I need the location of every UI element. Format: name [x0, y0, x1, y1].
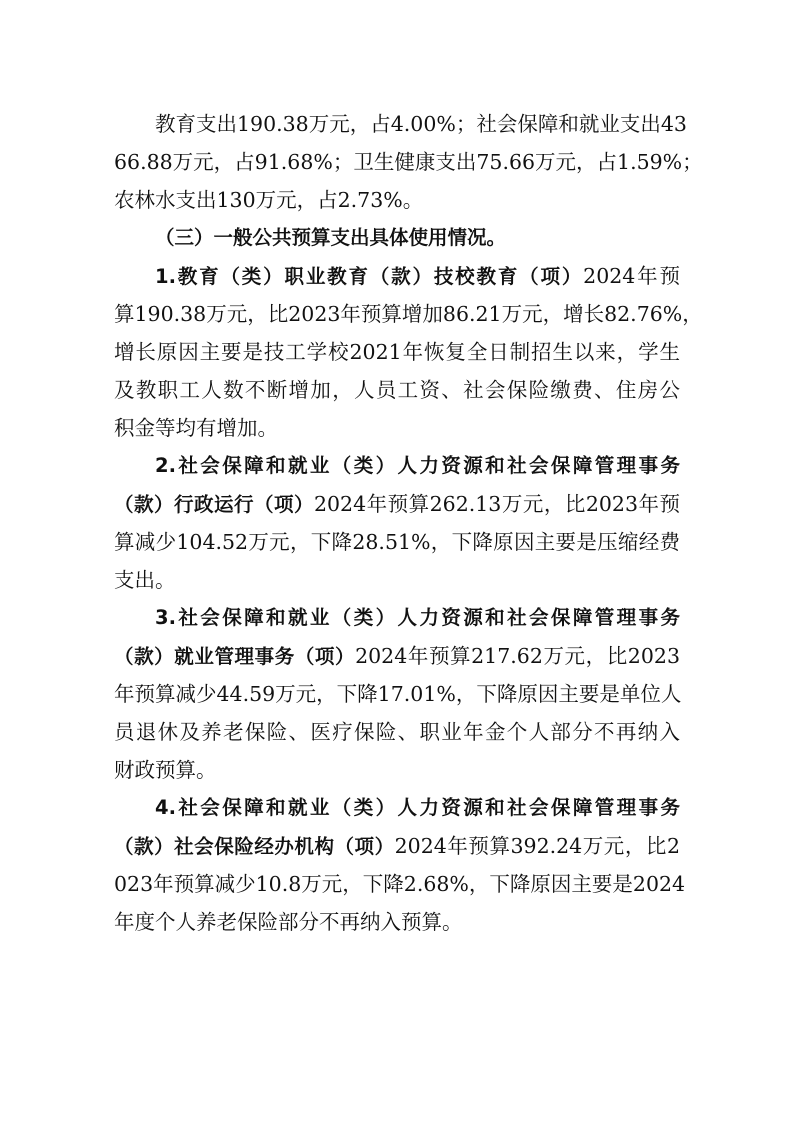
- item-4-bold-subtitle: （款）社会保险经办机构（项）: [114, 835, 395, 858]
- item-2-paragraph: [114, 447, 680, 599]
- item-1-bold-title: 1.教育（类）职业教育（款）技校教育（项）: [155, 265, 584, 288]
- item-3-line: 年预算减少44.59万元，下降17.01%，下降原因主要是单位人: [114, 682, 682, 706]
- item-4-line: 年度个人养老保险部分不再纳入预算。: [114, 910, 463, 934]
- item-3-line: 员退休及养老保险、医疗保险、职业年金个人部分不再纳入: [114, 720, 680, 744]
- item-1-line: 及教职工人数不断增加，人员工资、社会保险缴费、住房公: [114, 378, 680, 402]
- item-2-line: 算减少104.52万元，下降28.51%，下降原因主要是压缩经费: [114, 530, 680, 554]
- summary-line: 教育支出190.38万元，占4.00%；社会保障和就业支出43: [155, 112, 687, 136]
- item-4-line: 023年预算减少10.8万元，下降2.68%，下降原因主要是2024: [114, 872, 686, 896]
- document-body: [114, 105, 703, 941]
- item-1-text: 2024年预: [583, 264, 680, 288]
- item-1-line: 积金等均有增加。: [114, 416, 278, 440]
- section-heading: （三）一般公共预算支出具体使用情况。: [155, 226, 507, 249]
- item-3-paragraph: [114, 599, 680, 789]
- item-2-text: 2024年预算262.13万元，比2023年预: [313, 492, 680, 516]
- item-3-second-line: [114, 637, 680, 675]
- item-4-text: 2024年预算392.24万元，比2: [394, 834, 680, 858]
- item-2-bold-subtitle: （款）行政运行（项）: [114, 493, 314, 516]
- item-2-bold-title: 2.社会保障和就业（类）人力资源和社会保障管理事务: [155, 454, 680, 477]
- item-1-first-line: [114, 257, 680, 295]
- summary-line: 农林水支出130万元，占2.73%。: [114, 188, 424, 212]
- item-1-paragraph: [114, 257, 703, 447]
- summary-line: 66.88万元，占91.68%；卫生健康支出75.66万元，占1.59%；: [114, 150, 703, 174]
- item-3-text: 2024年预算217.62万元，比2023: [355, 644, 680, 668]
- item-4-bold-title: 4.社会保障和就业（类）人力资源和社会保障管理事务: [155, 796, 680, 819]
- item-4-paragraph: [114, 789, 686, 941]
- summary-paragraph: [114, 105, 703, 219]
- item-1-line: 增长原因主要是技工学校2021年恢复全日制招生以来，学生: [114, 340, 680, 364]
- item-4-second-line: [114, 827, 680, 865]
- item-3-line: 财政预算。: [114, 758, 217, 782]
- item-2-second-line: [114, 485, 680, 523]
- item-3-bold-title: 3.社会保障和就业（类）人力资源和社会保障管理事务: [155, 606, 680, 629]
- item-1-line: 算190.38万元，比2023年预算增加86.21万元，增长82.76%，: [114, 302, 703, 326]
- item-2-line: 支出。: [114, 568, 176, 592]
- item-3-bold-subtitle: （款）就业管理事务（项）: [114, 645, 356, 668]
